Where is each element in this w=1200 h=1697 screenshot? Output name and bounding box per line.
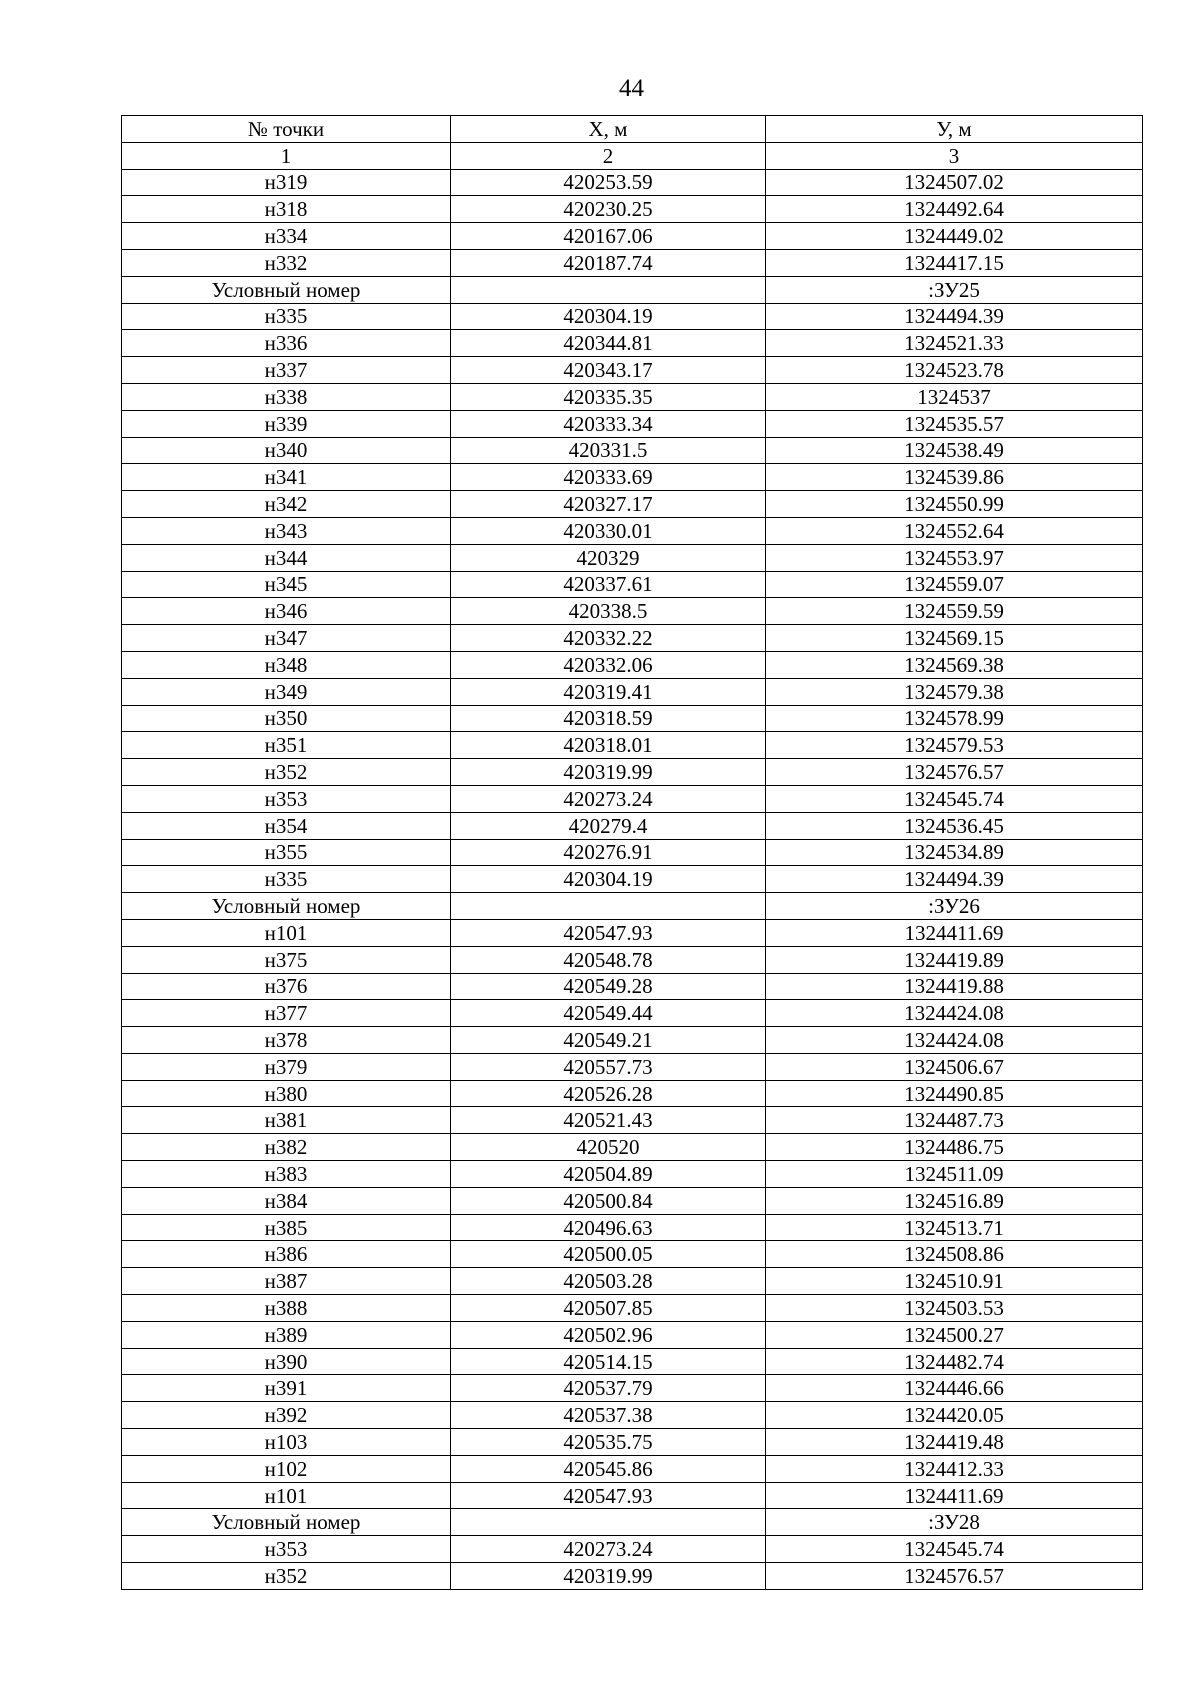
- x-cell: 420535.75: [451, 1429, 766, 1456]
- x-cell: 420279.4: [451, 812, 766, 839]
- y-cell: 1324417.15: [766, 249, 1143, 276]
- y-cell: 1324576.57: [766, 759, 1143, 786]
- table-row: [122, 223, 1143, 250]
- point-number-cell: н343: [122, 517, 451, 544]
- table-row: [122, 1295, 1143, 1322]
- point-number-cell: н387: [122, 1268, 451, 1295]
- y-cell: 1324538.49: [766, 437, 1143, 464]
- point-number-cell: н352: [122, 759, 451, 786]
- x-cell: 420332.06: [451, 651, 766, 678]
- point-number-cell: Условный номер: [122, 893, 451, 920]
- table-row: [122, 491, 1143, 518]
- y-cell: 1324535.57: [766, 410, 1143, 437]
- x-cell: 420167.06: [451, 223, 766, 250]
- y-cell: 1324576.57: [766, 1563, 1143, 1590]
- table-row: [122, 1375, 1143, 1402]
- y-cell: 1324516.89: [766, 1187, 1143, 1214]
- point-number-cell: н355: [122, 839, 451, 866]
- x-cell: 420547.93: [451, 1482, 766, 1509]
- table-body: [122, 116, 1143, 1590]
- table-row: [122, 1482, 1143, 1509]
- point-number-cell: н339: [122, 410, 451, 437]
- table-row: [122, 973, 1143, 1000]
- y-cell: 1324411.69: [766, 919, 1143, 946]
- table-row: [122, 1107, 1143, 1134]
- x-cell: 420549.44: [451, 1000, 766, 1027]
- point-number-cell: н384: [122, 1187, 451, 1214]
- table-row: [122, 1348, 1143, 1375]
- y-cell: :ЗУ26: [766, 893, 1143, 920]
- table-row: [122, 1080, 1143, 1107]
- x-cell: 420330.01: [451, 517, 766, 544]
- x-cell: 420504.89: [451, 1161, 766, 1188]
- table-row: [122, 1134, 1143, 1161]
- table-row: [122, 839, 1143, 866]
- y-cell: 1324490.85: [766, 1080, 1143, 1107]
- point-number-cell: н347: [122, 625, 451, 652]
- table-row: [122, 1187, 1143, 1214]
- table-row: [122, 1000, 1143, 1027]
- table-row: [122, 866, 1143, 893]
- y-cell: 1324550.99: [766, 491, 1143, 518]
- point-number-cell: н389: [122, 1321, 451, 1348]
- x-cell: 420337.61: [451, 571, 766, 598]
- x-cell: 420333.34: [451, 410, 766, 437]
- table-row: [122, 544, 1143, 571]
- point-number-cell: н380: [122, 1080, 451, 1107]
- y-cell: 1324506.67: [766, 1053, 1143, 1080]
- y-cell: 1324482.74: [766, 1348, 1143, 1375]
- x-cell: 420253.59: [451, 169, 766, 196]
- point-number-cell: н318: [122, 196, 451, 223]
- y-cell: 1324537: [766, 383, 1143, 410]
- point-number-cell: н378: [122, 1027, 451, 1054]
- x-cell: 420327.17: [451, 491, 766, 518]
- y-cell: 1324449.02: [766, 223, 1143, 250]
- y-cell: 1324545.74: [766, 1536, 1143, 1563]
- header-y: У, м: [766, 116, 1143, 143]
- point-number-cell: н102: [122, 1455, 451, 1482]
- point-number-cell: н346: [122, 598, 451, 625]
- point-number-cell: н382: [122, 1134, 451, 1161]
- coordinates-table: [121, 115, 1143, 1590]
- x-cell: 420319.41: [451, 678, 766, 705]
- table-row: [122, 303, 1143, 330]
- point-number-cell: н349: [122, 678, 451, 705]
- x-cell: 420520: [451, 1134, 766, 1161]
- table-row: [122, 1321, 1143, 1348]
- x-cell: 420503.28: [451, 1268, 766, 1295]
- point-number-cell: н353: [122, 1536, 451, 1563]
- table-row: [122, 812, 1143, 839]
- x-cell: 420549.28: [451, 973, 766, 1000]
- column-number-1: 1: [122, 142, 451, 169]
- table-row: [122, 651, 1143, 678]
- x-cell: 420557.73: [451, 1053, 766, 1080]
- x-cell: 420318.59: [451, 705, 766, 732]
- conditional-number-row: [122, 276, 1143, 303]
- point-number-cell: н386: [122, 1241, 451, 1268]
- x-cell: [451, 1509, 766, 1536]
- x-cell: 420304.19: [451, 866, 766, 893]
- table-row: [122, 1429, 1143, 1456]
- x-cell: 420500.84: [451, 1187, 766, 1214]
- table-row: [122, 919, 1143, 946]
- table-row: [122, 1241, 1143, 1268]
- x-cell: 420329: [451, 544, 766, 571]
- table-row: [122, 732, 1143, 759]
- y-cell: 1324559.59: [766, 598, 1143, 625]
- y-cell: 1324412.33: [766, 1455, 1143, 1482]
- y-cell: 1324487.73: [766, 1107, 1143, 1134]
- x-cell: 420319.99: [451, 759, 766, 786]
- x-cell: [451, 893, 766, 920]
- y-cell: 1324552.64: [766, 517, 1143, 544]
- point-number-cell: н350: [122, 705, 451, 732]
- table-row: [122, 464, 1143, 491]
- table-row: [122, 705, 1143, 732]
- x-cell: 420500.05: [451, 1241, 766, 1268]
- x-cell: [451, 276, 766, 303]
- table-row: [122, 437, 1143, 464]
- x-cell: 420343.17: [451, 357, 766, 384]
- point-number-cell: н354: [122, 812, 451, 839]
- table-row: [122, 249, 1143, 276]
- x-cell: 420496.63: [451, 1214, 766, 1241]
- point-number-cell: н376: [122, 973, 451, 1000]
- x-cell: 420332.22: [451, 625, 766, 652]
- x-cell: 420338.5: [451, 598, 766, 625]
- point-number-cell: н344: [122, 544, 451, 571]
- y-cell: 1324507.02: [766, 169, 1143, 196]
- point-number-cell: н377: [122, 1000, 451, 1027]
- x-cell: 420502.96: [451, 1321, 766, 1348]
- x-cell: 420230.25: [451, 196, 766, 223]
- point-number-cell: н390: [122, 1348, 451, 1375]
- point-number-cell: н335: [122, 866, 451, 893]
- point-number-cell: н101: [122, 919, 451, 946]
- column-number-3: 3: [766, 142, 1143, 169]
- table-row: [122, 571, 1143, 598]
- header-point-number: № точки: [122, 116, 451, 143]
- x-cell: 420545.86: [451, 1455, 766, 1482]
- point-number-cell: н392: [122, 1402, 451, 1429]
- point-number-cell: н338: [122, 383, 451, 410]
- y-cell: :ЗУ28: [766, 1509, 1143, 1536]
- table-row: [122, 1402, 1143, 1429]
- table-row: [122, 410, 1143, 437]
- conditional-number-row: [122, 893, 1143, 920]
- column-number-2: 2: [451, 142, 766, 169]
- y-cell: 1324511.09: [766, 1161, 1143, 1188]
- table-row: [122, 196, 1143, 223]
- y-cell: 1324486.75: [766, 1134, 1143, 1161]
- y-cell: 1324419.89: [766, 946, 1143, 973]
- y-cell: 1324569.15: [766, 625, 1143, 652]
- table-row: [122, 946, 1143, 973]
- point-number-cell: н332: [122, 249, 451, 276]
- x-cell: 420331.5: [451, 437, 766, 464]
- y-cell: 1324446.66: [766, 1375, 1143, 1402]
- table-row: [122, 169, 1143, 196]
- point-number-cell: н388: [122, 1295, 451, 1322]
- column-number-row: [122, 142, 1143, 169]
- table-row: [122, 1536, 1143, 1563]
- y-cell: 1324424.08: [766, 1000, 1143, 1027]
- table-row: [122, 330, 1143, 357]
- y-cell: 1324578.99: [766, 705, 1143, 732]
- point-number-cell: н383: [122, 1161, 451, 1188]
- table-row: [122, 1455, 1143, 1482]
- y-cell: 1324513.71: [766, 1214, 1143, 1241]
- x-cell: 420344.81: [451, 330, 766, 357]
- y-cell: 1324539.86: [766, 464, 1143, 491]
- point-number-cell: н103: [122, 1429, 451, 1456]
- x-cell: 420273.24: [451, 785, 766, 812]
- point-number-cell: н379: [122, 1053, 451, 1080]
- y-cell: 1324411.69: [766, 1482, 1143, 1509]
- table-row: [122, 383, 1143, 410]
- y-cell: 1324494.39: [766, 866, 1143, 893]
- x-cell: 420507.85: [451, 1295, 766, 1322]
- point-number-cell: н352: [122, 1563, 451, 1590]
- header-x: X, м: [451, 116, 766, 143]
- y-cell: 1324545.74: [766, 785, 1143, 812]
- x-cell: 420273.24: [451, 1536, 766, 1563]
- x-cell: 420333.69: [451, 464, 766, 491]
- y-cell: 1324536.45: [766, 812, 1143, 839]
- point-number-cell: н334: [122, 223, 451, 250]
- y-cell: 1324494.39: [766, 303, 1143, 330]
- x-cell: 420548.78: [451, 946, 766, 973]
- table-row: [122, 625, 1143, 652]
- y-cell: 1324508.86: [766, 1241, 1143, 1268]
- point-number-cell: н385: [122, 1214, 451, 1241]
- table-row: [122, 1053, 1143, 1080]
- y-cell: 1324534.89: [766, 839, 1143, 866]
- x-cell: 420526.28: [451, 1080, 766, 1107]
- x-cell: 420537.79: [451, 1375, 766, 1402]
- point-number-cell: н337: [122, 357, 451, 384]
- table-row: [122, 357, 1143, 384]
- x-cell: 420318.01: [451, 732, 766, 759]
- y-cell: 1324510.91: [766, 1268, 1143, 1295]
- x-cell: 420335.35: [451, 383, 766, 410]
- x-cell: 420521.43: [451, 1107, 766, 1134]
- y-cell: 1324521.33: [766, 330, 1143, 357]
- point-number-cell: н351: [122, 732, 451, 759]
- y-cell: 1324492.64: [766, 196, 1143, 223]
- point-number-cell: н391: [122, 1375, 451, 1402]
- table-row: [122, 1563, 1143, 1590]
- point-number-cell: н375: [122, 946, 451, 973]
- x-cell: 420304.19: [451, 303, 766, 330]
- table-row: [122, 598, 1143, 625]
- point-number-cell: Условный номер: [122, 1509, 451, 1536]
- table-row: [122, 517, 1143, 544]
- y-cell: 1324500.27: [766, 1321, 1143, 1348]
- y-cell: :ЗУ25: [766, 276, 1143, 303]
- y-cell: 1324579.38: [766, 678, 1143, 705]
- y-cell: 1324523.78: [766, 357, 1143, 384]
- point-number-cell: н335: [122, 303, 451, 330]
- point-number-cell: н348: [122, 651, 451, 678]
- y-cell: 1324419.88: [766, 973, 1143, 1000]
- table-row: [122, 759, 1143, 786]
- point-number-cell: н381: [122, 1107, 451, 1134]
- x-cell: 420549.21: [451, 1027, 766, 1054]
- point-number-cell: н101: [122, 1482, 451, 1509]
- y-cell: 1324553.97: [766, 544, 1143, 571]
- x-cell: 420537.38: [451, 1402, 766, 1429]
- y-cell: 1324559.07: [766, 571, 1143, 598]
- point-number-cell: н319: [122, 169, 451, 196]
- table-row: [122, 1214, 1143, 1241]
- x-cell: 420514.15: [451, 1348, 766, 1375]
- table-row: [122, 1161, 1143, 1188]
- header-row: [122, 116, 1143, 143]
- y-cell: 1324419.48: [766, 1429, 1143, 1456]
- table-row: [122, 785, 1143, 812]
- x-cell: 420547.93: [451, 919, 766, 946]
- y-cell: 1324503.53: [766, 1295, 1143, 1322]
- point-number-cell: н342: [122, 491, 451, 518]
- conditional-number-row: [122, 1509, 1143, 1536]
- x-cell: 420319.99: [451, 1563, 766, 1590]
- table-row: [122, 678, 1143, 705]
- page-number: 44: [619, 75, 644, 102]
- point-number-cell: н345: [122, 571, 451, 598]
- point-number-cell: Условный номер: [122, 276, 451, 303]
- point-number-cell: н353: [122, 785, 451, 812]
- x-cell: 420187.74: [451, 249, 766, 276]
- y-cell: 1324569.38: [766, 651, 1143, 678]
- y-cell: 1324420.05: [766, 1402, 1143, 1429]
- point-number-cell: н341: [122, 464, 451, 491]
- x-cell: 420276.91: [451, 839, 766, 866]
- y-cell: 1324424.08: [766, 1027, 1143, 1054]
- point-number-cell: н340: [122, 437, 451, 464]
- y-cell: 1324579.53: [766, 732, 1143, 759]
- table-row: [122, 1027, 1143, 1054]
- point-number-cell: н336: [122, 330, 451, 357]
- table-row: [122, 1268, 1143, 1295]
